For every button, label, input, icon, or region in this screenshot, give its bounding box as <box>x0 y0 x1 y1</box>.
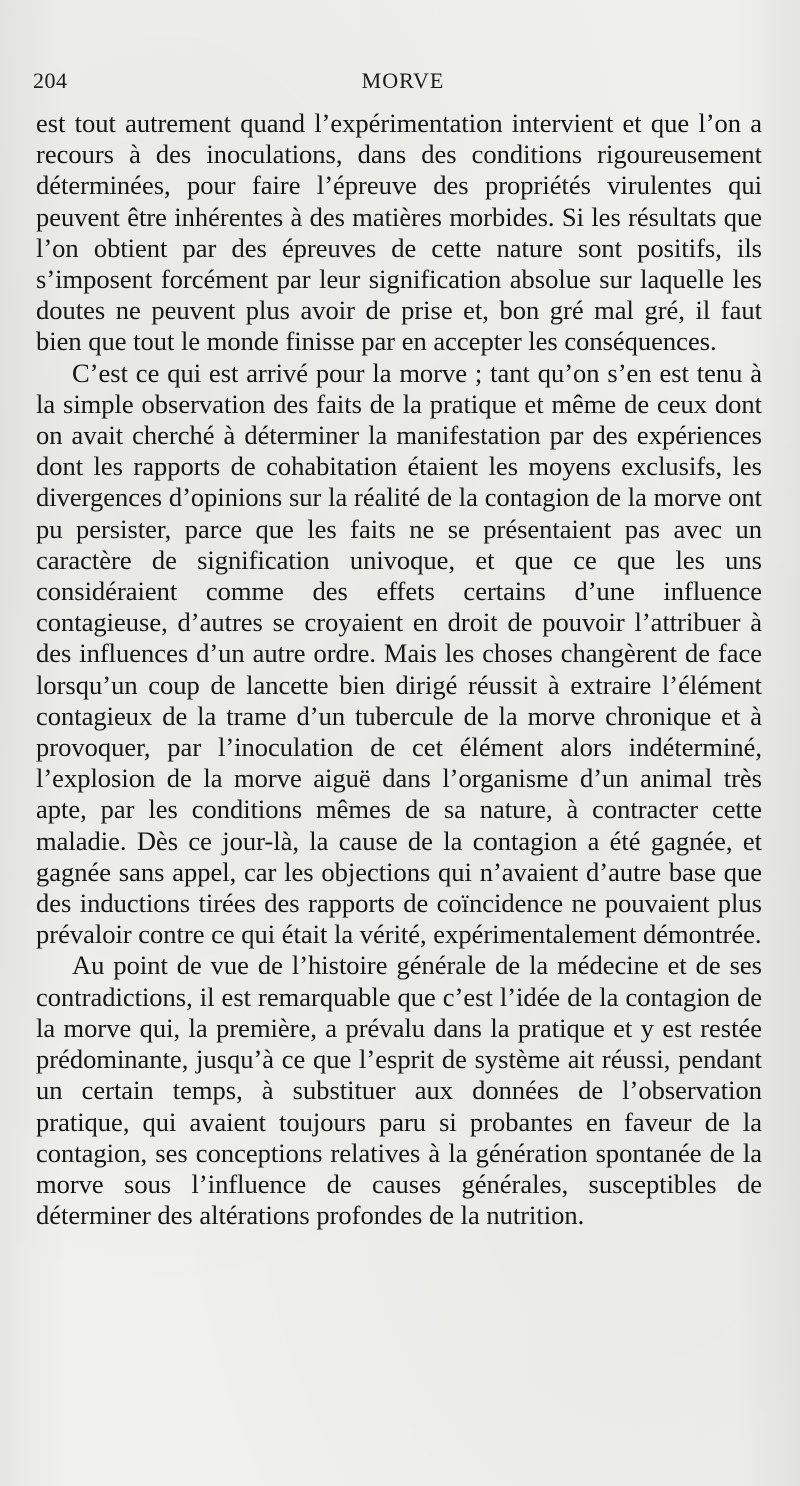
running-head: MORVE <box>361 68 445 93</box>
paragraph-1: est tout autrement quand l’expérimentation intervient et que l’on a recours à des inoculations, dans des conditions rigoureusement déterminées, pour faire l’épreuve des propriétés virulentes qui peuvent être inhérentes à des matières morbides. Si les résultats que l’on obtient par des épreuves de cette nature sont positifs, ils s’imposent forcément par leur signification absolue sur laquelle les doutes ne peuvent plus avoir de prise et, bon gré mal gré, il faut bien que tout le monde finisse par en accepter les conséquences. <box>36 108 762 357</box>
paragraph-2: C’est ce qui est arrivé pour la morve ; tant qu’on s’en est tenu à la simple observation des faits de la pratique et même de ceux dont on avait cherché à déterminer la manifestation par des expériences dont les rapports de cohabitation étaient les moyens exclusifs, les divergences d’opinions sur la réalité de la contagion de la morve ont pu persister, parce que les faits ne se présentaient pas avec un caractère de signification univoque, et que ce que les uns considéraient comme des effets certains d’une influence contagieuse, d’autres se croyaient en droit de pouvoir l’attribuer à des influences d’un autre ordre. Mais les choses changèrent de face lorsqu’un coup de lancette bien dirigé réussit à extraire l’élément contagieux de la trame d’un tubercule de la morve chronique et à provoquer, par l’inoculation de cet élément alors indéterminé, l’explosion de la morve aiguë dans l’organisme d’un animal très apte, par les conditions mêmes de sa nature, à contracter cette maladie. Dès ce jour-là, la cause de la contagion a été gagnée, et gagnée sans appel, car les objections qui n’avaient d’autre base que des inductions tirées des rapports de coïncidence ne pouvaient plus prévaloir contre ce qui était la vérité, expérimentalement démontrée. <box>36 357 762 950</box>
page-number: 204 <box>33 68 68 93</box>
page-header <box>33 68 773 102</box>
body-text <box>36 108 762 1231</box>
paragraph-3: Au point de vue de l’histoire générale de la médecine et de ses contradictions, il est remarquable que c’est l’idée de la contagion de la morve qui, la première, a prévalu dans la pratique et y est restée prédominante, jusqu’à ce que l’esprit de système ait réussi, pendant un certain temps, à substituer aux données de l’observation pratique, qui avaient toujours paru si probantes en faveur de la contagion, ses conceptions relatives à la génération spontanée de la morve sous l’influence de causes générales, susceptibles de déterminer des altérations profondes de la nutrition. <box>36 950 762 1231</box>
